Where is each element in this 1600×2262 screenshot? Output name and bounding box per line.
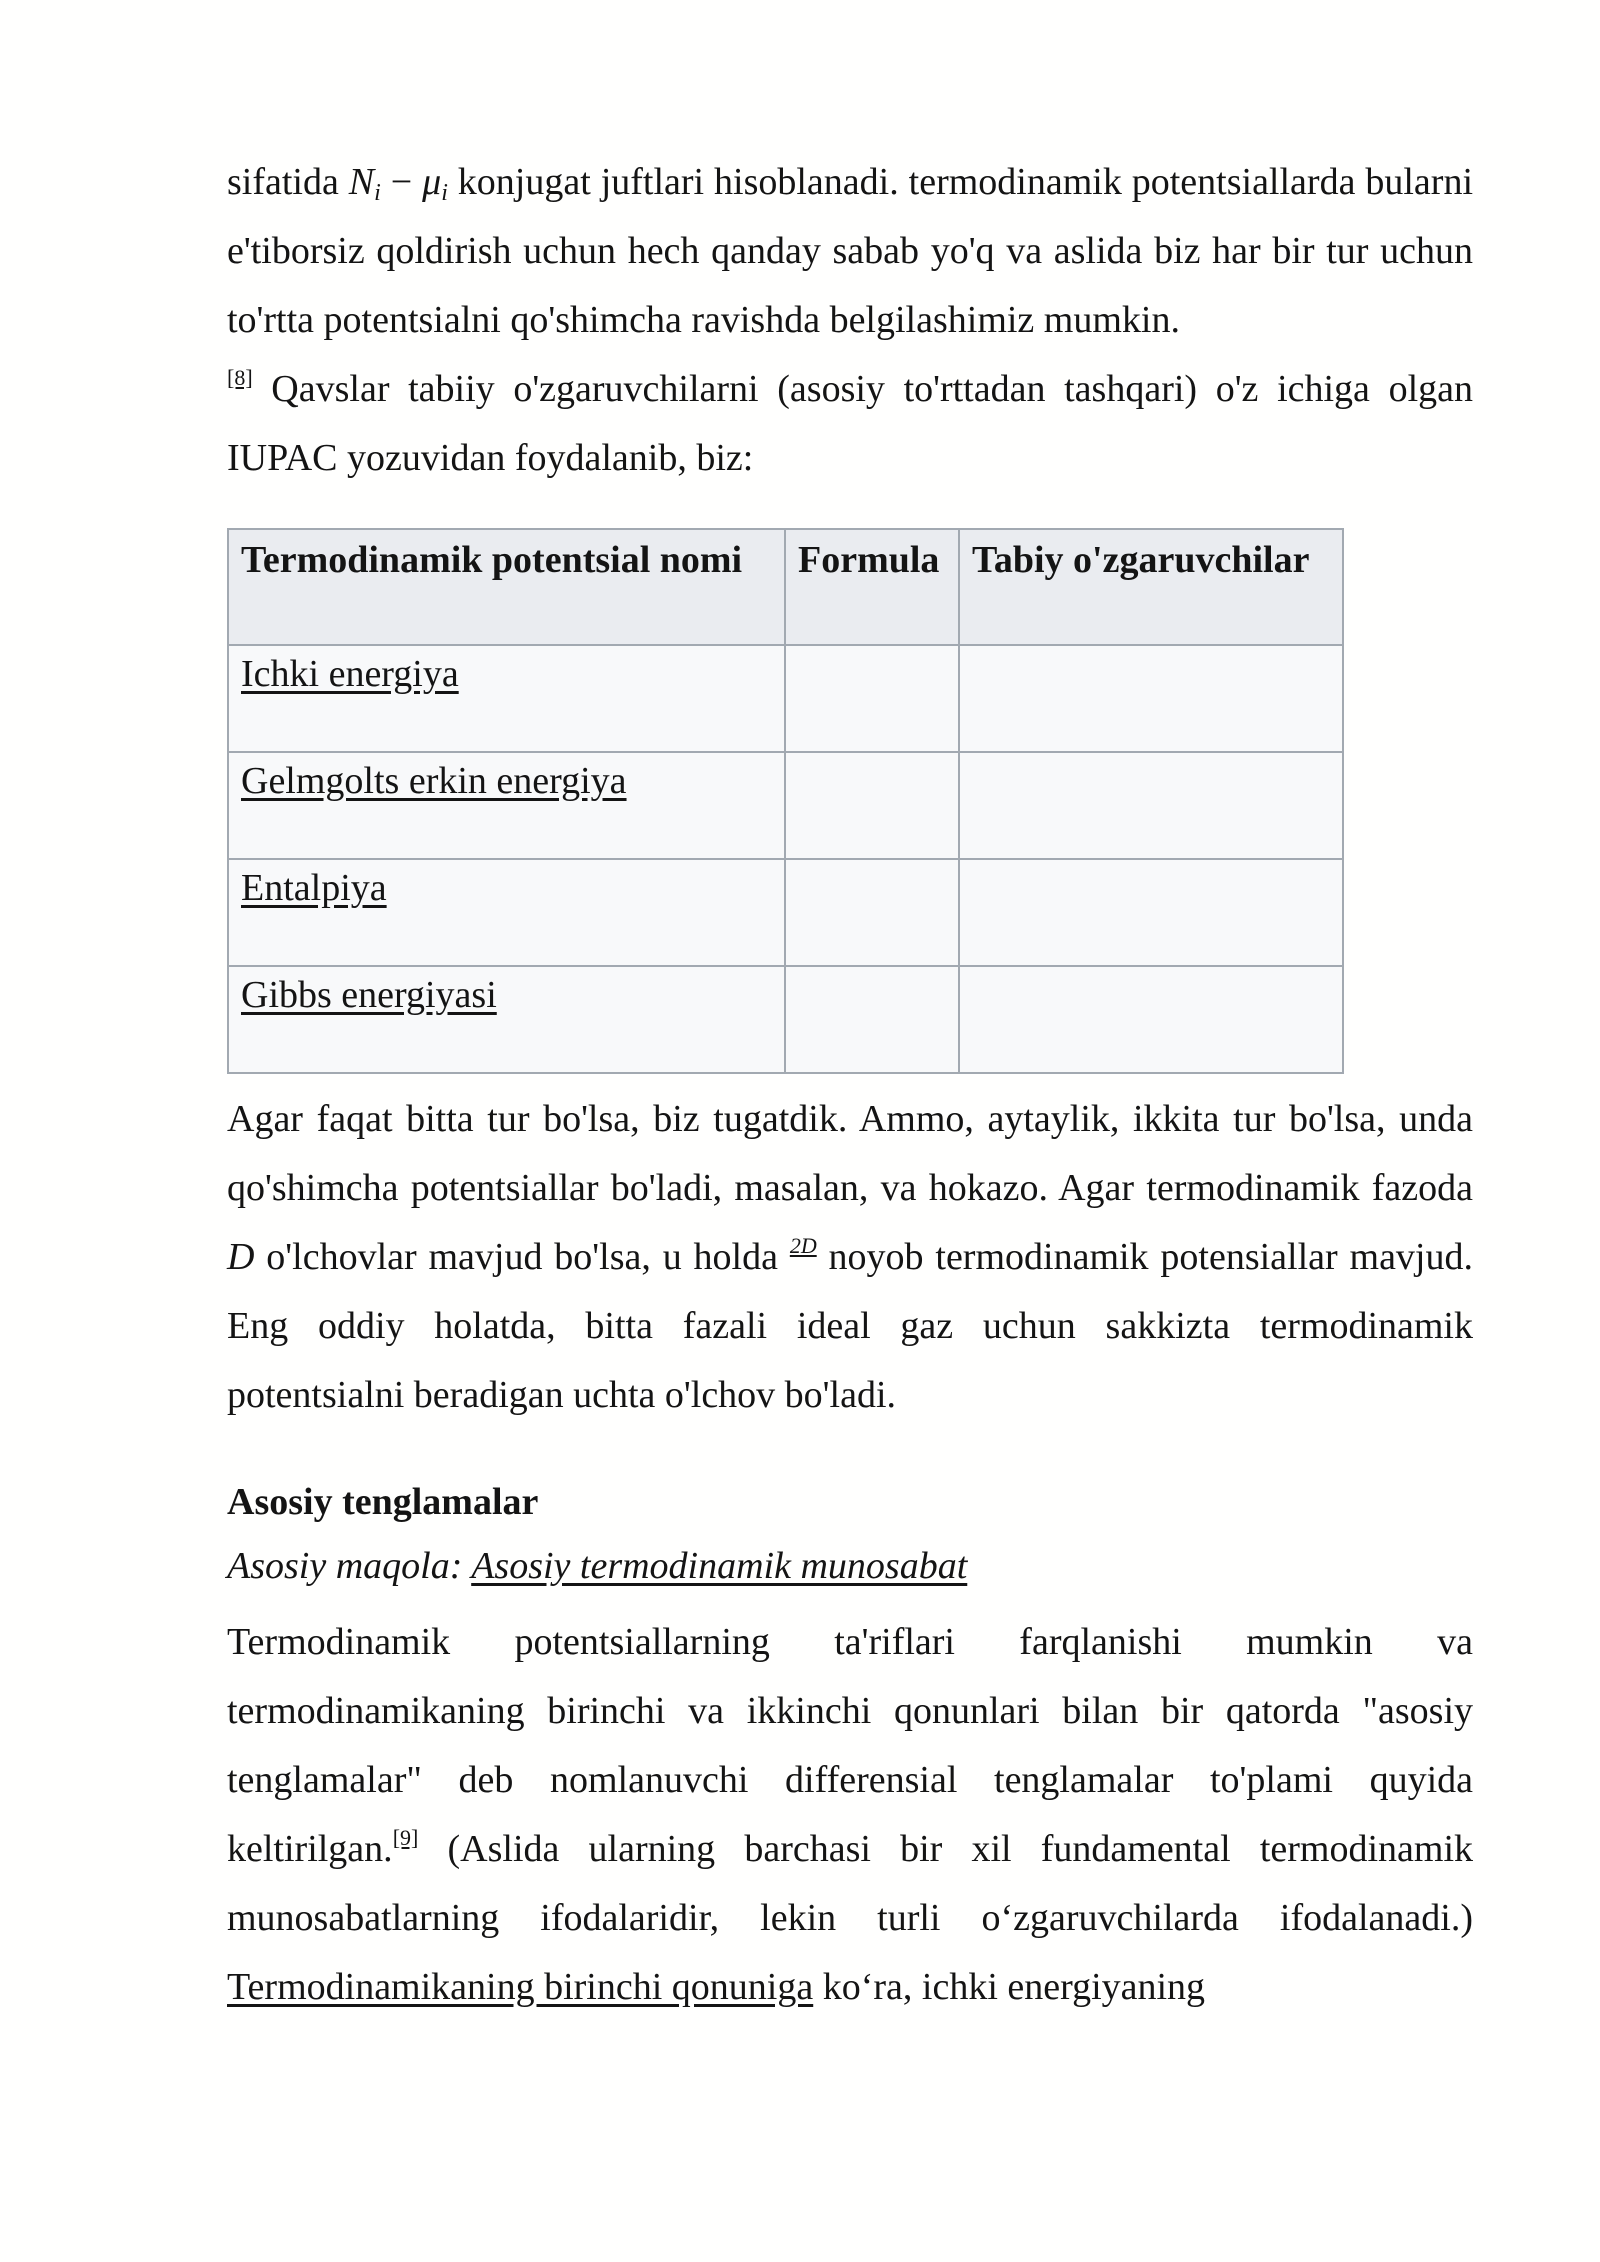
citation-link[interactable]: [8]: [227, 365, 253, 390]
internal-link[interactable]: Gelmgolts erkin energiya: [241, 760, 627, 802]
table-row: [228, 645, 1343, 752]
paragraph-species: [227, 1085, 1473, 1430]
internal-link[interactable]: Ichki energiya: [241, 653, 459, 695]
internal-link[interactable]: Entalpiya: [241, 867, 387, 909]
math-variable-D: D: [227, 1236, 255, 1278]
text-span: o'lchovlar mavjud bo'lsa, u holda: [254, 1236, 790, 1278]
hatnote-label: Asosiy maqola:: [227, 1545, 472, 1587]
text-span: sifatida: [227, 161, 349, 203]
table-header-row: [228, 529, 1343, 645]
table-row: [228, 966, 1343, 1073]
table-cell-name: [228, 966, 785, 1073]
table-row: [228, 859, 1343, 966]
table-cell-name: [228, 752, 785, 859]
column-header: Termodinamik potentsial nomi: [228, 529, 785, 645]
table-cell-formula: [785, 966, 959, 1073]
table-cell-formula: [785, 752, 959, 859]
paragraph-intro: [227, 148, 1473, 493]
internal-link[interactable]: Gibbs energiyasi: [241, 974, 497, 1016]
section-heading: Asosiy tenglamalar: [227, 1481, 539, 1523]
text-span: Termodinamik potentsiallarning ta'riflari farqlanishi mumkin va termodinamikaning birinchi va ikkinchi qonunlari bilan bir qatorda "asosiy tenglamalar" deb nomlanuvchi differensial tenglamalar to'plami quyida keltirilgan.: [227, 1621, 1473, 1870]
table-cell-formula: [785, 859, 959, 966]
table-cell-formula: [785, 645, 959, 752]
table-cell-name: [228, 859, 785, 966]
text-span: noyob termodinamik potensiallar mavjud. Eng oddiy holatda, bitta fazali ideal gaz uchun sakkizta termodinamik potentsialni beradigan uchta o'lchov bo'ladi.: [227, 1236, 1473, 1416]
main-article-link[interactable]: Asosiy termodinamik munosabat: [471, 1545, 968, 1587]
potentials-table: [227, 528, 1344, 1074]
table-cell-variables: [959, 752, 1343, 859]
math-variable-mu: μ: [422, 161, 442, 203]
table-cell-variables: [959, 966, 1343, 1073]
paragraph-fundamental-equations: [227, 1608, 1473, 2022]
document-page: [227, 148, 1473, 2022]
text-span: konjugat juftlari hisoblanadi. termodinamik potentsiallarda bularni e'tiborsiz qoldirish uchun hech qanday sabab yo'q va aslida biz har bir tur uchun to'rtta potentsialni qo'shimcha ravishda belgilashimiz mumkin.: [227, 161, 1473, 341]
math-subscript: i: [441, 180, 448, 206]
table-row: [228, 752, 1343, 859]
text-span: ko‘ra, ichki energiyaning: [813, 1966, 1206, 2008]
text-span: (Aslida ularning barchasi bir xil fundamental termodinamik munosabatlarning ifodalaridir, lekin turli o‘zgaruvchilarda ifodalanadi.): [227, 1828, 1473, 1939]
table-cell-name: [228, 645, 785, 752]
math-subscript: i: [374, 180, 381, 206]
first-law-link[interactable]: Termodinamikaning birinchi qonuniga: [227, 1966, 814, 2008]
hatnote: [227, 1538, 1473, 1594]
math-variable-N: N: [348, 161, 375, 203]
text-span: Agar faqat bitta tur bo'lsa, biz tugatdik. Ammo, aytaylik, ikkita tur bo'lsa, unda qo'shimcha potentsiallar bo'ladi, masalan, va hokazo. Agar termodinamik fazoda: [227, 1098, 1473, 1209]
column-header: Tabiy o'zgaruvchilar: [959, 529, 1343, 645]
text-span: Qavslar tabiiy o'zgaruvchilarni (asosiy to'rttadan tashqari) o'z ichiga olgan IUPAC yozuvidan foydalanib, biz:: [227, 368, 1473, 479]
math-superscript: 2D: [789, 1233, 817, 1258]
citation-link[interactable]: [9]: [392, 1825, 419, 1850]
table-cell-variables: [959, 859, 1343, 966]
column-header: Formula: [785, 529, 959, 645]
math-operator: −: [380, 161, 423, 203]
table-cell-variables: [959, 645, 1343, 752]
